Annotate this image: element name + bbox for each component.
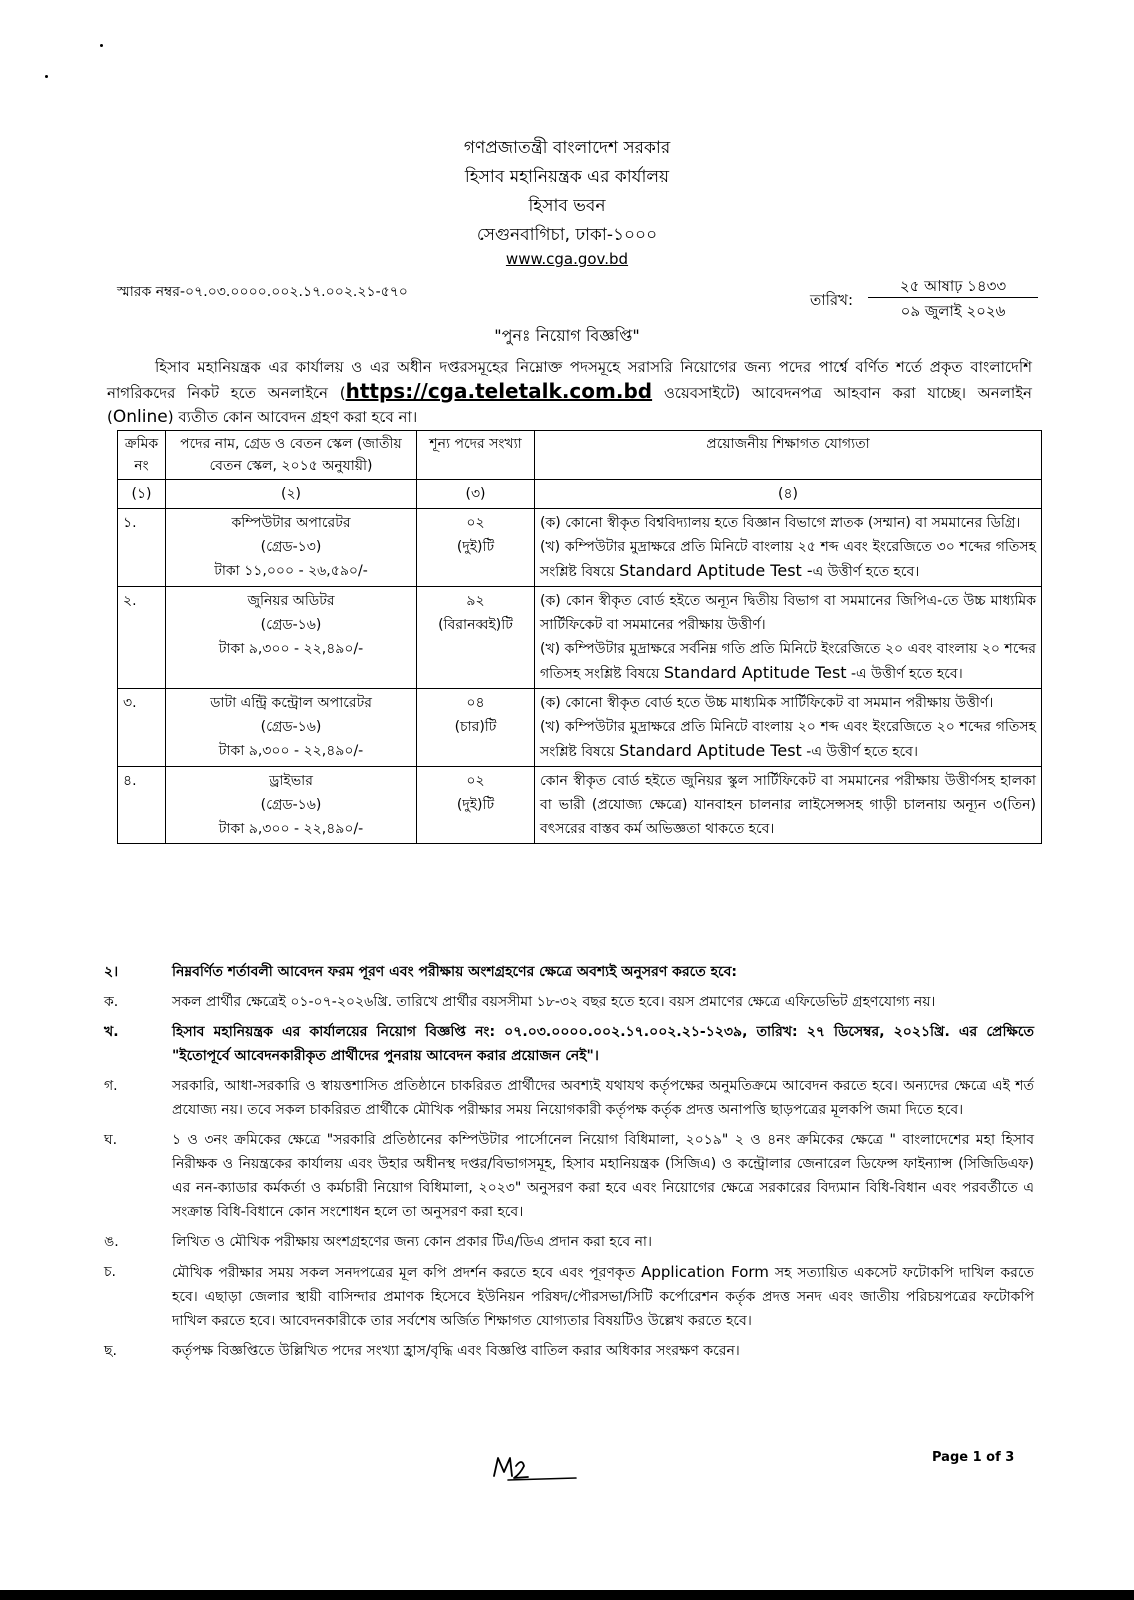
post-cell: [166, 587, 417, 689]
header-serial: ক্রমিক নং: [118, 431, 166, 480]
row-serial: ৪.: [118, 767, 166, 844]
conditions-section: [104, 960, 1034, 1369]
condition-text: কর্তৃপক্ষ বিজ্ঞপ্তিতে উল্লিখিত পদের সংখ্যা হ্রাস/বৃদ্ধি এবং বিজ্ঞপ্তি বাতিল করার অধিকার সংরক্ষণ করেন।: [172, 1343, 740, 1359]
qualification-b-text: (খ) কম্পিউটার মুদ্রাক্ষরে প্রতি মিনিটে বাংলায় ২৫ শব্দ এবং ইংরেজিতে ৩০ শব্দের গতিসহ সংশ্লিষ্ট বিষয়ে: [540, 539, 1036, 580]
qualification-b-end: -এ উত্তীর্ণ হতে হবে।: [846, 666, 963, 682]
intro-text-2: ওয়েবসাইটে) আবেদনপত্র আহবান করা যাচ্ছে। অনলাইন (: [107, 384, 1032, 426]
vacancy-count: ৯২: [466, 593, 485, 609]
date-bangla: ২৫ আষাঢ় ১৪৩৩: [899, 277, 1007, 295]
qualification-b-text: (খ) কম্পিউটার মুদ্রাক্ষরে সর্বনিম্ন গতি প্রতি মিনিটে ইংরেজিতে ২০ এবং বাংলায় ২০ শব্দের গতিসহ সংশ্লিষ্ট বিষয়ে: [540, 641, 1036, 682]
post-grade: (গ্রেড-১৩): [260, 539, 322, 555]
header-post: পদের নাম, গ্রেড ও বেতন স্কেল (জাতীয় বেতন স্কেল, ২০১৫ অনুযায়ী): [166, 431, 417, 480]
condition-marker: ঙ.: [104, 1234, 119, 1250]
application-url-link[interactable]: https://cga.teletalk.com.bd: [345, 379, 653, 403]
post-cell: [166, 689, 417, 767]
condition-marker: চ.: [104, 1264, 117, 1280]
table-row: [118, 689, 1042, 767]
date-label: তারিখ:: [810, 291, 854, 309]
vacancy-cell: [417, 689, 535, 767]
condition-text: ১ ও ৩নং ক্রমিকের ক্ষেত্রে "সরকারি প্রতিষ্ঠানের কম্পিউটার পার্সোনেল নিয়োগ বিধিমালা, ২০১৯" ২ ও ৪নং ক্রমিকের ক্ষেত্রে " বাংলাদেশের মহা হিসাব নিরীক্ষক ও নিয়ন্ত্রকের কার্যালয় এবং উহার অধীনস্থ দপ্তর/বিভাগসমূহ, হিসাব মহানিয়ন্ত্রক (সিজিএ) ও কন্ট্রোলার জেনারেল ডিফেন্স ফাইন্যান্স (সিজিডিএফ) এর নন-ক্যাডার কর্মকর্তা ও কর্মচারী নিয়োগ বিধিমালা, ২০২৩" অনুসরণ করা হবে এবং নিয়োগের ক্ষেত্রে সরকারের বিদ্যমান বিধি-বিধান এবং পরবর্তীতে এ সংক্রান্ত বিধি-বিধানে কোন সংশোধন হলে তা অনুসরণ করা হবে।: [172, 1132, 1034, 1220]
condition-marker: ঘ.: [104, 1132, 118, 1148]
condition-item: [104, 1230, 1034, 1254]
column-number-row: [118, 480, 1042, 509]
qualification-a: কোন স্বীকৃত বোর্ড হইতে জুনিয়র স্কুল সার্টিফিকেট বা সমমানের পরীক্ষায় উত্তীর্ণসহ হালকা বা ভারী (প্রযোজ্য ক্ষেত্রে) যানবাহন চালনার লাইসেন্সসহ গাড়ী চালনায় অন্যূন ৩(তিন) বৎসরের বাস্তব কর্ম অভিজ্ঞতা থাকতে হবে।: [540, 773, 1036, 837]
post-pay-scale: টাকা ৯,৩০০ - ২২,৪৯০/-: [218, 821, 364, 837]
post-name: ডাটা এন্ট্রি কন্ট্রোল অপারেটর: [210, 695, 372, 711]
post-name: কম্পিউটার অপারেটর: [231, 515, 351, 531]
qualification-cell: [535, 587, 1042, 689]
vacancy-cell: [417, 767, 535, 844]
application-form-text: Application Form: [641, 1263, 769, 1281]
vacancy-count-words: (দুই)টি: [456, 797, 495, 813]
condition-text: হিসাব মহানিয়ন্ত্রক এর কার্যালয়ের নিয়োগ বিজ্ঞপ্তি নং: ০৭.০৩.০০০০.০০২.১৭.০০২.২১-১২৩৯, তারিখ: ২৭ ডিসেম্বর, ২০২১খ্রি. এর প্রেক্ষিতে "ইতোপূর্বে আবেদনকারীকৃত প্রার্থীদের পুনরায় আবেদন করার প্রয়োজন নেই"।: [172, 1024, 1034, 1064]
notice-title: "পুনঃ নিয়োগ বিজ্ঞপ্তি": [494, 326, 640, 345]
condition-text-b: সহ সত্যায়িত একসেট ফটোকপি দাখিল করতে হবে। এছাড়া জেলার স্থায়ী বাসিন্দার প্রমাণক হিসেবে ইউনিয়ন পরিষদ/পৌরসভা/সিটি কর্পোরেশন কর্তৃক প্রদত্ত সনদ এবং জাতীয় পরিচয়পত্রের ফটোকপি দাখিল করতে হবে। আবেদনকারীকে তার সর্বশেষ অর্জিত শিক্ষাগত যোগ্যতার বিষয়টিও উল্লেখ করতে হবে।: [172, 1265, 1034, 1329]
condition-item: [104, 1128, 1034, 1224]
aptitude-test-text: Standard Aptitude Test -: [619, 561, 813, 580]
office-address: সেগুনবাগিচা, ঢাকা-১০০০: [476, 225, 658, 245]
qualification-b: [540, 535, 1036, 584]
condition-text-a: মৌখিক পরীক্ষার সময় সকল সনদপত্রের মূল কপি প্রদর্শন করতে হবে এবং পূরণকৃত: [172, 1265, 642, 1281]
intro-text-1: হিসাব মহানিয়ন্ত্রক এর কার্যালয় ও এর অধীন দপ্তরসমূহের নিম্নোক্ত পদসমূহে সরাসরি নিয়োগের জন্য পদের পার্শ্বে বর্ণিত শর্তে প্রকৃত বাংলাদেশি নাগরিকদের নিকট হতে অনলাইনে (: [107, 358, 1032, 402]
post-cell: [166, 509, 417, 587]
column-number: (৪): [535, 480, 1042, 509]
column-number: (২): [166, 480, 417, 509]
vacancy-count: ০২: [466, 773, 485, 789]
scan-speck: [45, 75, 48, 78]
condition-item: [104, 1020, 1034, 1068]
table-row: [118, 509, 1042, 587]
post-grade: (গ্রেড-১৬): [260, 719, 322, 735]
condition-marker: ছ.: [104, 1343, 117, 1359]
header-qualification: প্রয়োজনীয় শিক্ষাগত যোগ্যতা: [535, 431, 1042, 480]
condition-text: সরকারি, আধা-সরকারি ও স্বায়ত্তশাসিত প্রতিষ্ঠানে চাকরিরত প্রার্থীদের অবশ্যই যথাযথ কর্তৃপক্ষের অনুমতিক্রমে আবেদন করতে হবে। অন্যদের ক্ষেত্রে এই শর্ত প্রযোজ্য নয়। তবে সকল চাকরিরত প্রার্থীকে মৌখিক পরীক্ষার সময় নিয়োগকারী কর্তৃপক্ষ কর্তৃক প্রদত্ত অনাপত্তি ছাড়পত্রের মূলকপি জমা দিতে হবে।: [172, 1078, 1034, 1118]
post-name: ড্রাইভার: [269, 773, 313, 789]
date-divider: [868, 297, 1038, 298]
government-name: গণপ্রজাতন্ত্রী বাংলাদেশ সরকার: [463, 138, 671, 158]
vacancy-count-words: (বিরানব্বই)টি: [438, 617, 513, 633]
vacancy-count-words: (দুই)টি: [456, 539, 495, 555]
qualification-b-end: এ উত্তীর্ণ হতে হবে।: [812, 564, 920, 580]
column-number: (১): [118, 480, 166, 509]
qualification-b-end: -এ উত্তীর্ণ হতে হবে।: [801, 744, 918, 760]
condition-text: সকল প্রার্থীর ক্ষেত্রেই ০১-০৭-২০২৬খ্রি. তারিখে প্রার্থীর বয়সসীমা ১৮-৩২ বছর হতে হবে। বয়স প্রমাণের ক্ষেত্রে এফিডেভিট গ্রহণযোগ্য নয়।: [172, 994, 936, 1010]
office-website-link[interactable]: www.cga.gov.bd: [505, 250, 629, 268]
qualification-a: (ক) কোনো স্বীকৃত বিশ্ববিদ্যালয় হতে বিজ্ঞান বিভাগে স্নাতক (সম্মান) বা সমমানের ডিগ্রি।: [540, 515, 1021, 531]
online-word: Online: [112, 407, 168, 427]
header-vacancy-count: শূন্য পদের সংখ্যা: [417, 431, 535, 480]
row-serial: ২.: [118, 587, 166, 689]
table-header-row: [118, 431, 1042, 480]
condition-text: লিখিত ও মৌখিক পরীক্ষায় অংশগ্রহণের জন্য কোন প্রকার টিএ/ডিএ প্রদান করা হবে না।: [172, 1234, 652, 1250]
condition-marker: ক.: [104, 994, 119, 1010]
vacancy-count-words: (চার)টি: [454, 719, 497, 735]
post-pay-scale: টাকা ৯,৩০০ - ২২,৪৯০/-: [218, 743, 364, 759]
post-pay-scale: টাকা ১১,০০০ - ২৬,৫৯০/-: [214, 563, 368, 579]
row-serial: ১.: [118, 509, 166, 587]
qualification-b: [540, 715, 1036, 764]
intro-paragraph: [107, 355, 1032, 429]
post-grade: (গ্রেড-১৬): [260, 797, 322, 813]
qualification-cell: [535, 767, 1042, 844]
page-number: Page 1 of 3: [932, 1450, 1015, 1465]
condition-item: [104, 990, 1034, 1014]
vacancy-count: ০২: [466, 515, 485, 531]
scan-speck: [100, 44, 103, 47]
condition-marker: খ.: [104, 1024, 119, 1040]
vacancy-count: ০৪: [466, 695, 485, 711]
table-row: [118, 587, 1042, 689]
qualification-cell: [535, 689, 1042, 767]
vacancy-cell: [417, 509, 535, 587]
conditions-heading-text: নিম্নবর্ণিত শর্তাবলী আবেদন ফরম পূরণ এবং পরীক্ষায় অংশগ্রহণের ক্ষেত্রে অবশ্যই অনুসরণ করতে হবে:: [172, 964, 738, 980]
condition-text: [172, 1265, 1034, 1329]
post-name: জুনিয়র অডিটর: [247, 593, 335, 609]
vacancy-table: [117, 430, 1042, 844]
qualification-a: (ক) কোন স্বীকৃত বোর্ড হইতে অন্যূন দ্বিতীয় বিভাগ বা সমমানের জিপিএ-তে উচ্চ মাধ্যমিক সার্টিফিকেট বা সমমানের পরীক্ষায় উত্তীর্ণ।: [540, 593, 1036, 633]
post-cell: [166, 767, 417, 844]
handwritten-signature: [490, 1450, 580, 1486]
vacancy-cell: [417, 587, 535, 689]
row-serial: ৩.: [118, 689, 166, 767]
column-number: (৩): [417, 480, 535, 509]
memo-reference: স্মারক নম্বর-০৭.০৩.০০০০.০০২.১৭.০০২.২১-৫৭০: [117, 284, 408, 300]
office-name: হিসাব মহানিয়ন্ত্রক এর কার্যালয়: [464, 167, 670, 187]
date-gregorian: ০৯ জুলাই ২০২৬: [900, 302, 1006, 320]
aptitude-test-text: Standard Aptitude Test: [619, 741, 802, 760]
condition-marker: গ.: [104, 1078, 118, 1094]
table-row: [118, 767, 1042, 844]
post-grade: (গ্রেড-১৬): [260, 617, 322, 633]
building-name: হিসাব ভবন: [528, 196, 606, 216]
qualification-cell: [535, 509, 1042, 587]
qualification-b: [540, 637, 1036, 686]
qualification-a: (ক) কোনো স্বীকৃত বোর্ড হতে উচ্চ মাধ্যমিক সার্টিফিকেট বা সমমান পরীক্ষায় উত্তীর্ণ।: [540, 695, 994, 711]
conditions-heading: [104, 960, 1034, 984]
section-number: ২।: [104, 964, 119, 980]
scan-edge: [0, 1590, 1134, 1600]
aptitude-test-text: Standard Aptitude Test: [663, 663, 847, 682]
intro-text-3: ) ব্যতীত কোন আবেদন গ্রহণ করা হবে না।: [167, 408, 418, 426]
condition-item: [104, 1074, 1034, 1122]
condition-item: [104, 1339, 1034, 1363]
post-pay-scale: টাকা ৯,৩০০ - ২২,৪৯০/-: [218, 641, 364, 657]
condition-item: [104, 1260, 1034, 1333]
qualification-b-text: (খ) কম্পিউটার মুদ্রাক্ষরে প্রতি মিনিটে বাংলায় ২০ শব্দ এবং ইংরেজিতে ২০ শব্দের গতিসহ সংশ্লিষ্ট বিষয়ে: [540, 719, 1036, 760]
